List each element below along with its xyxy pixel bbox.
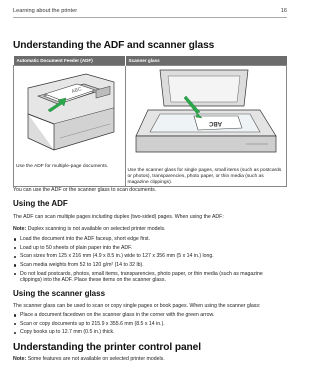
section-title: Understanding the ADF and scanner glass [13, 40, 215, 51]
adf-column-header: Automatic Document Feeder (ADF) [14, 56, 126, 66]
panel-note-label: Note: [13, 356, 27, 362]
list-item: Load the document into the ADF faceup, short edge first. [13, 236, 285, 242]
svg-text:ABC: ABC [70, 86, 83, 95]
svg-text:ABC: ABC [208, 120, 222, 126]
list-item: Scan sizes from 125 x 216 mm (4.9 x 8.5 in.) wide to 127 x 356 mm (5 x 14 in.) long. [13, 253, 285, 259]
control-panel-heading: Understanding the printer control panel [13, 342, 201, 353]
list-item: Place a document facedown on the scanner glass in the corner with the green arrow. [13, 312, 285, 318]
intro-text: You can use the ADF or the scanner glass to scan documents. [13, 187, 157, 193]
adf-caption: Use the ADF for multiple-page documents. [16, 164, 109, 169]
adf-note-label: Note: [13, 226, 27, 232]
header-rule [13, 17, 287, 18]
page-header [13, 8, 287, 20]
glass-heading: Using the scanner glass [13, 289, 106, 298]
glass-figure-cell [125, 66, 287, 187]
adf-note-text: Duplex scanning is not available on selected printer models. [26, 226, 166, 232]
scanner-glass-illustration [126, 66, 286, 162]
header-title: Learning about the printer [13, 8, 78, 14]
glass-text: The scanner glass can be used to scan or copy single pages or book pages. When using the scanner glass: [13, 303, 261, 309]
panel-note [13, 356, 285, 362]
glass-caption: Use the scanner glass for single pages, small items (such as postcards or photos), transparencies, photo paper, or thin media (such as magazine clippings). [127, 168, 282, 186]
adf-figure-cell [14, 66, 126, 187]
adf-text: The ADF can scan multiple pages including duplex (two-sided) pages. When using the ADF: [13, 214, 224, 220]
list-item: Do not load postcards, photos, small items, transparencies, photo paper, or thin media (such as magazine clippings) into the ADF. Place these items on the scanner glass. [13, 271, 285, 284]
adf-note [13, 226, 285, 232]
panel-note-text: Some features are not available on selected printer models. [26, 356, 165, 362]
list-item: Copy books up to 12.7 mm (0.5 in.) thick. [13, 329, 285, 335]
adf-illustration [14, 66, 124, 162]
list-item: Load up to 50 sheets of plain paper into the ADF. [13, 245, 285, 251]
glass-column-header: Scanner glass [125, 56, 287, 66]
adf-bullet-list [13, 236, 285, 286]
page-number: 16 [280, 8, 287, 14]
figure-table [13, 56, 287, 187]
glass-bullet-list [13, 312, 285, 338]
list-item: Scan media weights from 52 to 120 g/m² (14 to 32 lb). [13, 262, 285, 268]
adf-heading: Using the ADF [13, 199, 68, 208]
list-item: Scan or copy documents up to 215.9 x 355.6 mm (8.5 x 14 in.). [13, 321, 285, 327]
